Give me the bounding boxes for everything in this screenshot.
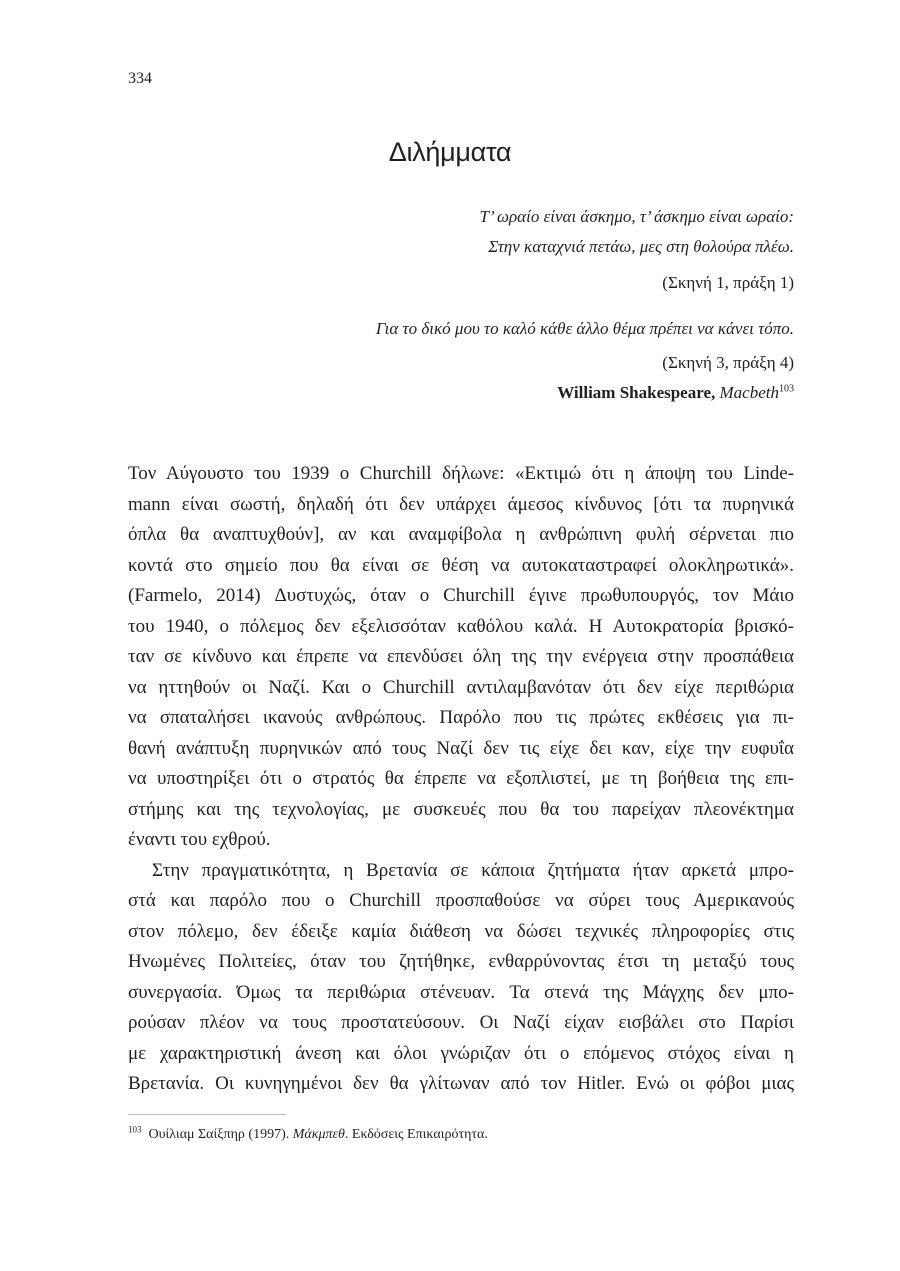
epigraph-quote-2 — [234, 314, 794, 408]
text-line: να ηττηθούν οι Ναζί. Και ο Churchill αντιλαμβανόταν ότι δεν είχε περιθώρια — [128, 676, 794, 698]
text-line: Τον Αύγουστο του 1939 ο Churchill δήλωνε: «Εκτιμώ ότι η άποψη του Linde- — [128, 463, 794, 484]
epigraph-line: Τ’ ωραίο είναι άσκημο, τ’ άσκημο είναι ωραίο: — [479, 207, 794, 226]
epigraph-separator: , — [711, 383, 720, 402]
text-line: του 1940, ο πόλεμος δεν εξελισσόταν καθόλου καλά. Η Αυτοκρατορία βρισκό- — [128, 615, 794, 637]
text-line: (Farmelo, 2014) Δυστυχώς, όταν ο Churchill έγινε πρωθυπουργός, τον Μάιο — [128, 585, 794, 606]
footnote-marker: 103 — [779, 383, 794, 395]
text-line: στον πόλεμο, δεν έδειξε καμία διάθεση να δώσει τεχνικές πληροφορίες στις — [128, 920, 794, 942]
paragraph-1 — [128, 459, 794, 856]
text-line: να σπαταλήσει ικανούς ανθρώπους. Παρόλο που τις πρώτες εκθέσεις για πι- — [128, 707, 794, 728]
text-line: ταν σε κίνδυνο και έπρεπε να επενδύσει όλη της την ενέργεια στην προσπάθεια — [128, 646, 794, 667]
text-line: στήμης και της τεχνολογίας, με συσκευές που θα του παρείχαν πλεονέκτημα — [128, 798, 794, 820]
footnote-text-after: . Εκδόσεις Επικαιρότητα. — [344, 1127, 488, 1142]
body-text — [128, 459, 794, 1100]
text-line: συνεργασία. Όμως τα περιθώρια στένευαν. Τα στενά της Μάγχης δεν μπο- — [128, 981, 794, 1003]
epigraph-reference: (Σκηνή 1, πράξη 1) — [662, 273, 794, 292]
footnote-divider — [128, 1114, 286, 1115]
text-line: Ηνωμένες Πολιτείες, όταν του ζητήθηκε, ενθαρρύνοντας έτσι τη μεταξύ τους — [128, 951, 794, 972]
footnote-number: 103 — [128, 1124, 142, 1135]
epigraph-reference: (Σκηνή 3, πράξη 4) — [662, 353, 794, 372]
text-line: όπλα θα αναπτυχθούν], αν και αναμφίβολα η ανθρώπινη φυλή σέρνεται πιο — [128, 524, 794, 545]
text-line: έναντι του εχθρού. — [128, 829, 271, 850]
text-line: mann είναι σωστή, δηλαδή ότι δεν υπάρχει άμεσος κίνδυνος [ότι τα πυρηνικά — [128, 493, 794, 515]
page-number: 334 — [128, 70, 152, 87]
epigraph-line: Στην καταχνιά πετάω, μες στη θολούρα πλέω. — [488, 237, 794, 256]
text-line: κοντά στο σημείο που θα είναι σε θέση να αυτοκαταστραφεί ολοκληρωτικά». — [128, 554, 794, 576]
epigraph-line: Για το δικό μου το καλό κάθε άλλο θέμα πρέπει να κάνει τόπο. — [375, 319, 794, 338]
epigraph-author: William Shakespeare — [557, 383, 712, 402]
text-line: Στην πραγματικότητα, η Βρετανία σε κάποια ζητήματα ήταν αρκετά μπρο- — [152, 859, 794, 881]
text-line: θανή ανάπτυξη πυρηνικών από τους Ναζί δεν τις είχε δει καν, είχε την ευφυΐα — [128, 737, 794, 759]
epigraph-attribution — [234, 378, 794, 408]
text-line: ρούσαν πλέον να τους προστατεύσουν. Οι Ναζί είχαν εισβάλει στο Παρίσι — [128, 1012, 794, 1033]
footnote-text-before: Ουίλιαμ Σαίξπηρ (1997). — [148, 1127, 293, 1142]
text-line: Βρετανία. Οι κυνηγημένοι δεν θα γλίτωναν από τον Hitler. Ενώ οι φόβοι μιας — [128, 1073, 794, 1094]
chapter-title: Διλήμματα — [388, 137, 512, 167]
epigraph-quote-1 — [234, 202, 794, 298]
footnote — [128, 1124, 488, 1143]
footnote-book-title: Μάκμπεθ — [292, 1127, 345, 1142]
paragraph-2 — [128, 856, 794, 1100]
text-line: στά και παρόλο που ο Churchill προσπαθούσε να σύρει τους Αμερικανούς — [128, 890, 794, 911]
text-line: με χαρακτηριστική άνεση και όλοι γνώριζαν ότι ο επόμενος στόχος είναι η — [128, 1042, 794, 1064]
epigraph-work: Macbeth — [719, 383, 779, 402]
text-line: να υποστηρίξει ότι ο στρατός θα έπρεπε να εξοπλιστεί, με τη βοήθεια της επι- — [128, 768, 794, 789]
